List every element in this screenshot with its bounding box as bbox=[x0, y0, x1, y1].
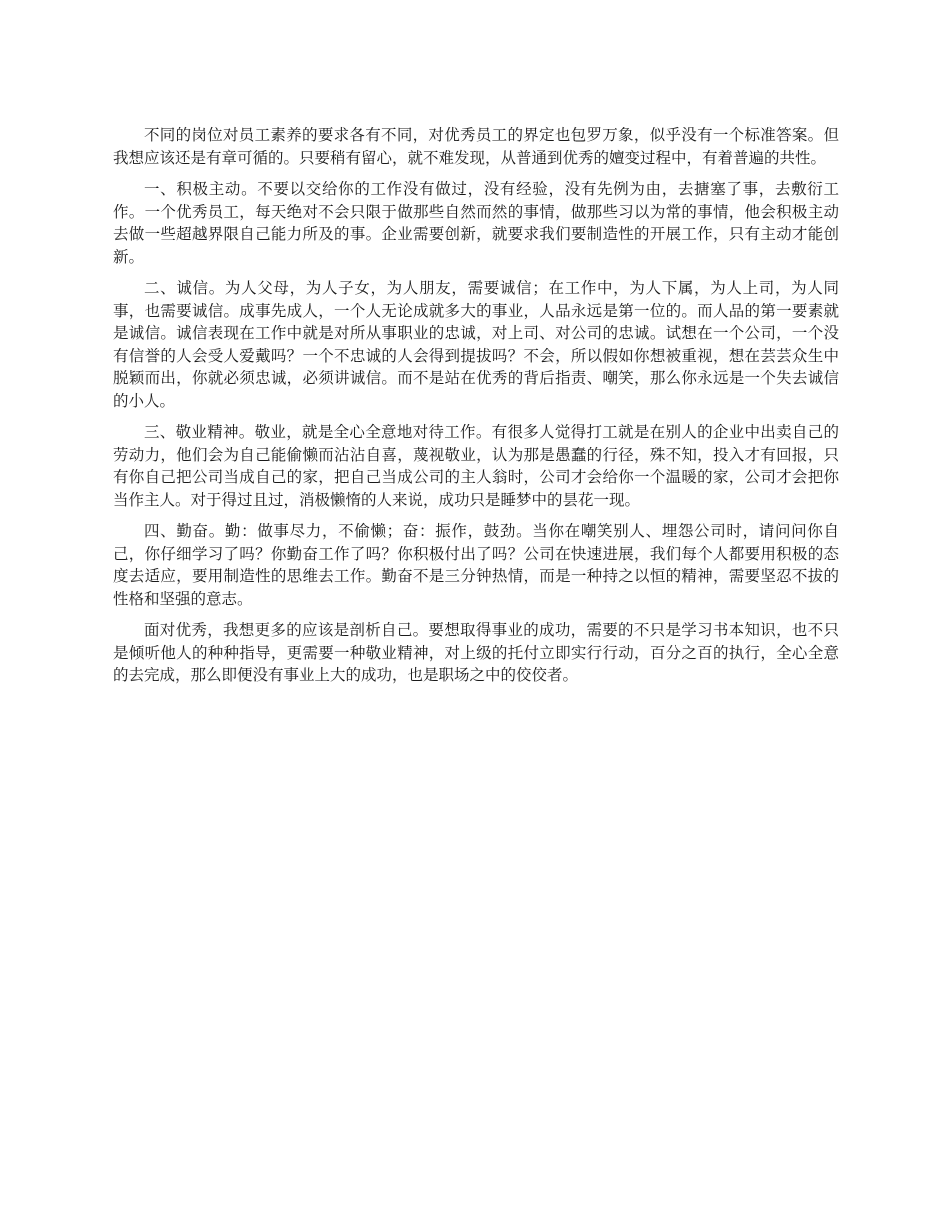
point-diligence-paragraph: 四、勤奋。勤：做事尽力，不偷懒；奋：振作，鼓劲。当你在嘲笑别人、埋怨公司时，请问问你自己，你仔细学习了吗？你勤奋工作了吗？你积极付出了吗？公司在快速进展，我们每个人都要用积极的态度去适应，要用制造性的思维去工作。勤奋不是三分钟热情，而是一种持之以恒的精神，需要坚忍不拔的性格和坚强的意志。 bbox=[113, 522, 839, 608]
point-dedication-paragraph: 三、敬业精神。敬业，就是全心全意地对待工作。有很多人觉得打工就是在别人的企业中出卖自己的劳动力，他们会为自己能偷懒而沾沾自喜，蔑视敬业，认为那是愚蠢的行径，殊不知，投入才有回报，只有你自己把公司当成自己的家，把自己当成公司的主人翁时，公司才会给你一个温暖的家，公司才会把你当作主人。对于得过且过，消极懒惰的人来说，成功只是睡梦中的昙花一现。 bbox=[113, 423, 839, 509]
point-integrity-paragraph: 二、诚信。为人父母，为人子女，为人朋友，需要诚信；在工作中，为人下属，为人上司，为人同事，也需要诚信。成事先成人，一个人无论成就多大的事业，人品永远是第一位的。而人品的第一要素就是诚信。诚信表现在工作中就是对所从事职业的忠诚，对上司、对公司的忠诚。试想在一个公司，一个没有信誉的人会受人爱戴吗？一个不忠诚的人会得到提拔吗？不会，所以假如你想被重视，想在芸芸众生中脱颖而出，你就必须忠诚，必须讲诚信。而不是站在优秀的背后指责、嘲笑，那么你永远是一个失去诚信的小人。 bbox=[113, 279, 839, 410]
intro-paragraph: 不同的岗位对员工素养的要求各有不同，对优秀员工的界定也包罗万象，似乎没有一个标准答案。但我想应该还是有章可循的。只要稍有留心，就不难发现，从普通到优秀的嬗变过程中，有着普遍的共性。 bbox=[113, 126, 839, 167]
document-body bbox=[113, 124, 839, 696]
point-initiative-paragraph: 一、积极主动。不要以交给你的工作没有做过，没有经验，没有先例为由，去搪塞了事，去敷衍工作。一个优秀员工，每天绝对不会只限于做那些自然而然的事情，做那些习以为常的事情，他会积极主动去做一些超越界限自己能力所及的事。企业需要创新，就要求我们要制造性的开展工作，只有主动才能创新。 bbox=[113, 180, 839, 266]
conclusion-paragraph: 面对优秀，我想更多的应该是剖析自己。要想取得事业的成功，需要的不只是学习书本知识，也不只是倾听他人的种种指导，更需要一种敬业精神，对上级的托付立即实行行动，百分之百的执行，全心全意的去完成，那么即便没有事业上大的成功，也是职场之中的佼佼者。 bbox=[113, 621, 839, 684]
